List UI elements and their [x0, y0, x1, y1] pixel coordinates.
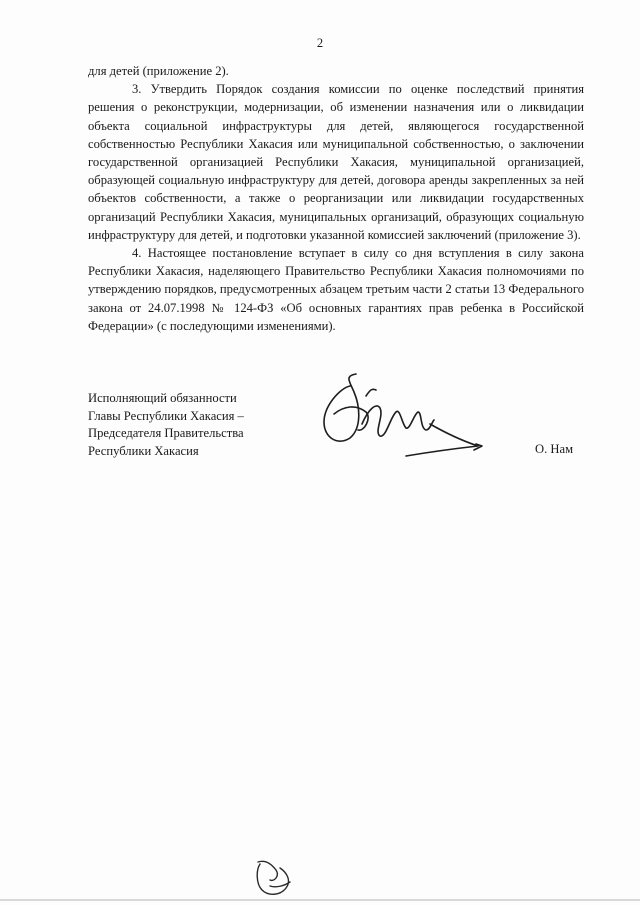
handwritten-signature-icon: [310, 366, 490, 466]
signatory-title: [88, 390, 244, 460]
signatory-title-line: Главы Республики Хакасия –: [88, 408, 244, 423]
signatory-title-line: Председателя Правительства: [88, 426, 244, 441]
page-number: 2: [316, 36, 324, 50]
handwritten-mark-icon: [250, 856, 300, 900]
paragraph-item-3: 3. Утвердить Порядок создания комиссии по оценке последствий принятия решения о реконструкции, модернизации, об изменении назначения или о ликвидации объекта социальной инфраструктуры для детей, являющегося государственной собственностью Республики Хакасия или муниципальной собственностью, о заключении государственной организацией Республики Хакасия, муниципальной организацией, образующей социальную инфраструктуру для детей, договора аренды закрепленных за ней объектов собственности, а также о реорганизации или ликвидации государственных организаций Республики Хакасия, муниципальных организаций, образующих социальную инфраструктуру для детей, и подготовки указанной комиссией заключений (приложение 3).: [88, 82, 584, 242]
scan-bottom-edge: [0, 899, 640, 901]
document-body: [88, 62, 584, 335]
paragraph-item-4: 4. Настоящее постановление вступает в силу со дня вступления в силу закона Республики Хакасия, наделяющего Правительство Республики Хакасия полномочиями по утверждению порядков, предусмотренных абзацем третьим части 2 статьи 13 Федерального закона от 24.07.1998 № 124-ФЗ «Об основных гарантиях прав ребенка в Российской Федерации» (с последующими изменениями).: [88, 246, 584, 333]
paragraph-continuation: для детей (приложение 2).: [88, 64, 229, 78]
signatory-title-line: Республики Хакасия: [88, 443, 199, 458]
signatory-name: О. Нам: [535, 442, 574, 456]
signatory-title-line: Исполняющий обязанности: [88, 391, 237, 405]
